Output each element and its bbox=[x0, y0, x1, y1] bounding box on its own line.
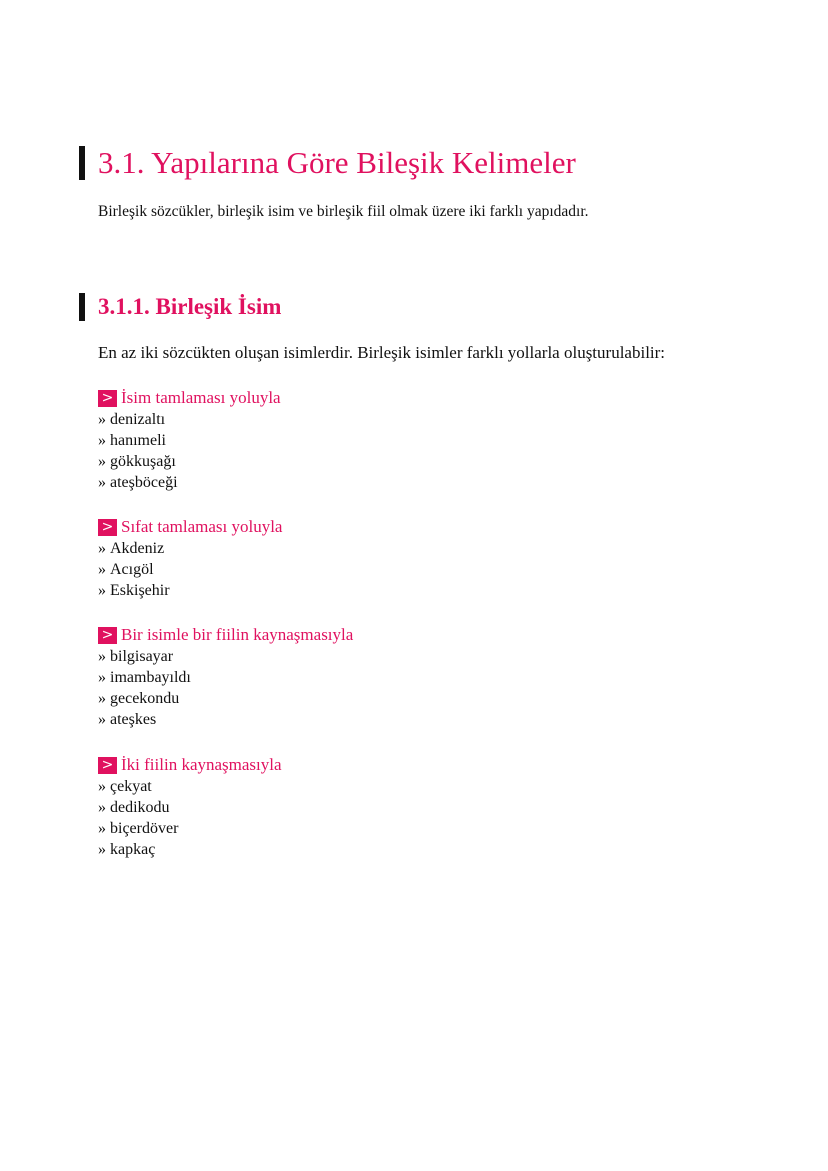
list-item: » biçerdöver bbox=[98, 820, 179, 837]
group-sifat-tamlamasi bbox=[98, 516, 282, 601]
list-item: » imambayıldı bbox=[98, 669, 191, 686]
group-heading-label: İsim tamlaması yoluyla bbox=[121, 388, 281, 407]
group-isim-fiil bbox=[98, 624, 353, 730]
group-heading-label: İki fiilin kaynaşmasıyla bbox=[121, 755, 282, 774]
group-iki-fiil bbox=[98, 754, 282, 860]
marker-icon: > bbox=[98, 757, 117, 774]
marker-icon: > bbox=[98, 627, 117, 644]
list-item: » bilgisayar bbox=[98, 648, 174, 665]
bullet-icon: » bbox=[98, 432, 106, 449]
bullet-icon: » bbox=[98, 799, 106, 816]
example-list bbox=[98, 776, 282, 860]
bullet-icon: » bbox=[98, 778, 106, 795]
subsection-heading bbox=[79, 292, 281, 322]
list-item: » ateşböceği bbox=[98, 474, 178, 491]
list-item: » çekyat bbox=[98, 778, 152, 795]
list-item: » Eskişehir bbox=[98, 582, 170, 599]
marker-icon: > bbox=[98, 519, 117, 536]
section-heading bbox=[79, 145, 576, 181]
list-item: » gecekondu bbox=[98, 690, 180, 707]
bullet-icon: » bbox=[98, 411, 106, 428]
subsection-lead: En az iki sözcükten oluşan isimlerdir. Birleşik isimler farklı yollarla oluşturulabilir: bbox=[98, 343, 666, 362]
bullet-icon: » bbox=[98, 540, 106, 557]
list-item: » hanımeli bbox=[98, 432, 166, 449]
list-item: » ateşkes bbox=[98, 711, 157, 728]
bullet-icon: » bbox=[98, 561, 106, 578]
bullet-icon: » bbox=[98, 669, 106, 686]
group-heading bbox=[98, 387, 281, 409]
group-heading bbox=[98, 516, 282, 538]
group-heading-label: Bir isimle bir fiilin kaynaşmasıyla bbox=[121, 625, 354, 644]
section-intro: Birleşik sözcükler, birleşik isim ve birleşik fiil olmak üzere iki farklı yapıdadır. bbox=[98, 203, 589, 220]
bullet-icon: » bbox=[98, 711, 106, 728]
bullet-icon: » bbox=[98, 841, 106, 858]
list-item: » gökkuşağı bbox=[98, 453, 176, 470]
list-item: » Acıgöl bbox=[98, 561, 154, 578]
bullet-icon: » bbox=[98, 474, 106, 491]
group-heading-label: Sıfat tamlaması yoluyla bbox=[121, 517, 283, 536]
bullet-icon: » bbox=[98, 648, 106, 665]
example-list bbox=[98, 646, 353, 730]
heading-bar bbox=[79, 146, 85, 180]
section-title: 3.1. Yapılarına Göre Bileşik Kelimeler bbox=[98, 145, 576, 180]
example-list bbox=[98, 538, 282, 601]
group-isim-tamlamasi bbox=[98, 387, 281, 493]
group-heading bbox=[98, 624, 353, 646]
bullet-icon: » bbox=[98, 582, 106, 599]
subheading-bar bbox=[79, 293, 85, 321]
marker-icon: > bbox=[98, 390, 117, 407]
bullet-icon: » bbox=[98, 820, 106, 837]
group-heading bbox=[98, 754, 282, 776]
list-item: » denizaltı bbox=[98, 411, 166, 428]
list-item: » Akdeniz bbox=[98, 540, 165, 557]
bullet-icon: » bbox=[98, 453, 106, 470]
list-item: » dedikodu bbox=[98, 799, 170, 816]
list-item: » kapkaç bbox=[98, 841, 156, 858]
example-list bbox=[98, 409, 281, 493]
subsection-title: 3.1.1. Birleşik İsim bbox=[98, 294, 282, 319]
bullet-icon: » bbox=[98, 690, 106, 707]
